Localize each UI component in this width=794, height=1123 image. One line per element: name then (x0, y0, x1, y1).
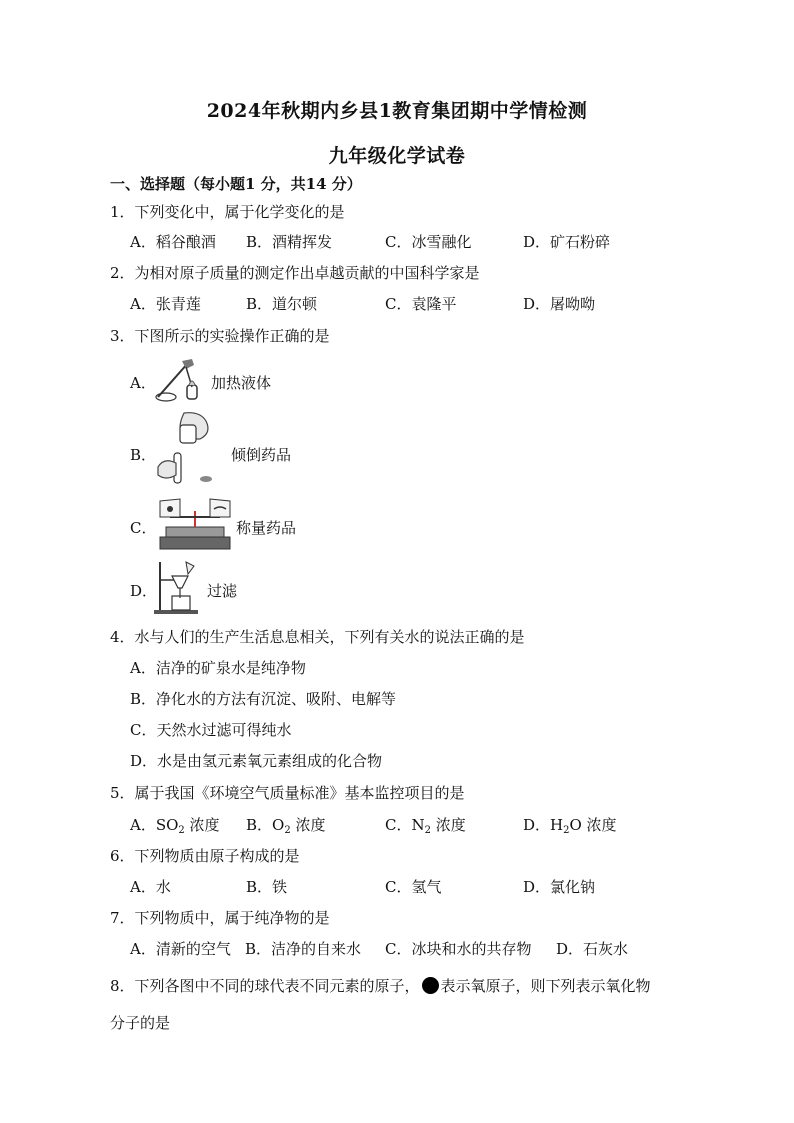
subscript: 2 (563, 825, 570, 836)
question-3-option-b[interactable] (130, 444, 156, 465)
section-heading: 一、选择题（每小题1 分，共14 分） (110, 175, 362, 193)
question-6-option-b[interactable]: B．铁 (246, 878, 288, 896)
question-3-option-d-text: 过滤 (207, 582, 238, 600)
question-3-stem: 3．下图所示的实验操作正确的是 (110, 327, 330, 345)
question-1-option-b[interactable]: B．酒精挥发 (246, 233, 333, 251)
question-4-stem: 4．水与人们的生产生活息息相关，下列有关水的说法正确的是 (110, 628, 525, 646)
weighing-balance-illustration (156, 497, 234, 553)
oxygen-atom-icon (422, 977, 439, 994)
question-1-option-c[interactable]: C．冰雪融化 (385, 233, 472, 251)
pouring-reagent-illustration (154, 409, 218, 489)
question-6-stem: 6．下列物质由原子构成的是 (110, 847, 300, 865)
question-6-option-d[interactable]: D．氯化钠 (523, 878, 596, 896)
question-8-text: 8．下列各图中不同的球代表不同元素的原子， (110, 977, 420, 995)
question-8-text: 表示氧原子，则下列表示氧化物 (440, 977, 651, 995)
question-7-option-a[interactable]: A．清新的空气 (130, 940, 231, 958)
heating-liquid-illustration (152, 357, 202, 403)
question-6-option-a[interactable]: A．水 (130, 878, 171, 896)
question-2-option-c[interactable]: C．袁隆平 (385, 295, 457, 313)
question-5-stem: 5．属于我国《环境空气质量标准》基本监控项目的是 (110, 784, 465, 802)
subscript: 2 (178, 825, 185, 836)
question-3-option-c-text: 称量药品 (236, 519, 297, 537)
option-text: B．O (246, 816, 285, 834)
question-1-option-a[interactable]: A．稻谷酿酒 (130, 233, 216, 251)
option-text: O 浓度 (569, 816, 617, 834)
question-1-option-d[interactable]: D．矿石粉碎 (523, 233, 611, 251)
question-4-option-b[interactable]: B．净化水的方法有沉淀、吸附、电解等 (130, 690, 397, 708)
question-3-option-c[interactable] (130, 517, 156, 538)
option-text: C．N (385, 816, 425, 834)
option-text: A．SO (130, 816, 179, 834)
question-7-stem: 7．下列物质中，属于纯净物的是 (110, 909, 330, 927)
question-2-option-a[interactable]: A．张青莲 (130, 295, 201, 313)
option-text: 浓度 (430, 816, 466, 834)
subscript: 2 (424, 825, 431, 836)
filtration-illustration (152, 558, 200, 616)
question-4-option-a[interactable]: A．洁净的矿泉水是纯净物 (130, 659, 306, 677)
question-4-option-d[interactable]: D．水是由氢元素氧元素组成的化合物 (130, 752, 383, 770)
question-5-option-b[interactable] (246, 814, 325, 836)
option-text: 浓度 (290, 816, 326, 834)
option-letter: C． (130, 519, 157, 537)
option-letter: D． (130, 582, 158, 600)
question-6-option-c[interactable]: C．氢气 (385, 878, 442, 896)
question-2-stem: 2．为相对原子质量的测定作出卓越贡献的中国科学家是 (110, 264, 480, 282)
question-2-option-d[interactable]: D．屠呦呦 (523, 295, 596, 313)
option-letter: B． (130, 446, 157, 464)
question-7-option-d[interactable]: D．石灰水 (556, 940, 629, 958)
question-3-option-a-text: 加热液体 (211, 374, 272, 392)
subscript: 2 (284, 825, 291, 836)
question-2-option-b[interactable]: B．道尔顿 (246, 295, 318, 313)
question-8-stem-line2: 分子的是 (110, 1014, 171, 1032)
option-text: D．H (523, 816, 564, 834)
exam-title: 2024年秋期内乡县1教育集团期中学情检测 (206, 100, 588, 122)
question-5-option-c[interactable] (385, 814, 466, 836)
question-5-option-d[interactable] (523, 814, 617, 836)
question-5-option-a[interactable] (130, 814, 220, 836)
exam-subtitle: 九年级化学试卷 (328, 145, 466, 167)
question-4-option-c[interactable]: C．天然水过滤可得纯水 (130, 721, 292, 739)
question-7-option-b[interactable]: B．洁净的自来水 (245, 940, 362, 958)
option-text: 浓度 (184, 816, 220, 834)
question-3-option-b-text: 倾倒药品 (231, 446, 292, 464)
question-8-stem (110, 975, 651, 996)
question-7-option-c[interactable]: C．冰块和水的共存物 (385, 940, 532, 958)
option-letter: A． (130, 374, 156, 392)
question-1-stem: 1．下列变化中，属于化学变化的是 (110, 203, 345, 221)
